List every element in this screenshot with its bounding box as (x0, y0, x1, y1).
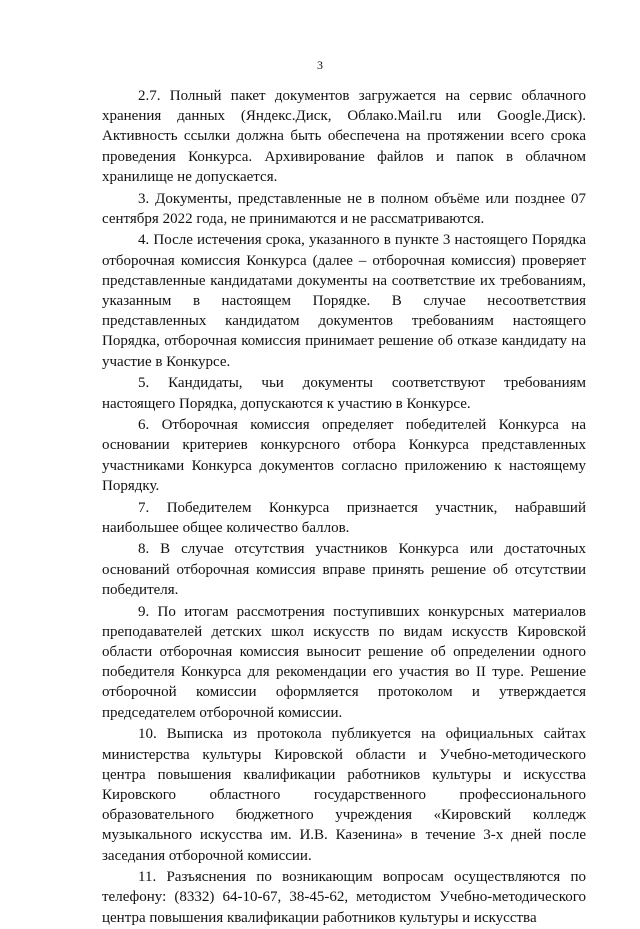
paragraph-7: 7. Победителем Конкурса признается участник, набравший наибольшее общее количество баллов. (102, 499, 586, 536)
paragraph-4: 4. После истечения срока, указанного в пункте 3 настоящего Порядка отборочная комиссия Конкурса (далее – отборочная комиссия) проверяет представленные кандидатами документы на соответствие их требованиям, указанным в настоящем Порядке. В случае несоответствия представленных кандидатом документов требованиям настоящего Порядка, отборочная комиссия принимает решение об отказе кандидату на участие в Конкурсе. (102, 232, 586, 370)
paragraph-3: 3. Документы, представленные не в полном объёме или позднее 07 сентября 2022 года, не принимаются и не рассматриваются. (102, 190, 586, 227)
paragraph-5: 5. Кандидаты, чьи документы соответствуют требованиям настоящего Порядка, допускаются к участию в Конкурсе. (102, 375, 586, 412)
page-number: 3 (317, 58, 323, 72)
paragraph-8: 8. В случае отсутствия участников Конкурса или достаточных оснований отборочная комиссия вправе принять решение об отсутствии победителя. (102, 541, 586, 598)
paragraph-9: 9. По итогам рассмотрения поступивших конкурсных материалов преподавателей детских школ искусств по видам искусств Кировской области отборочная комиссия выносит решение об определении одного победителя Конкурса для рекомендации его участия во II туре. Решение отборочной комиссии оформляется протоколом и утверждается председателем отборочной комиссии. (102, 603, 586, 721)
paragraph-10: 10. Выписка из протокола публикуется на официальных сайтах министерства культуры Кировской области и Учебно-методического центра повышения квалификации работников культуры и искусства Кировского областного государственного профессионального образовательного бюджетного учреждения «Кировский колледж музыкального искусства им. И.В. Казенина» в течение 3-х дней после заседания отборочной комиссии. (102, 726, 586, 864)
document-body (102, 86, 586, 929)
paragraph-2-7: 2.7. Полный пакет документов загружается на сервис облачного хранения данных (Яндекс.Диск, Облако.Mail.ru или Google.Диск). Активность ссылки должна быть обеспечена на протяжении всего срока проведения Конкурса. Архивирование файлов и папок в облачном хранилище не допускается. (102, 88, 586, 185)
paragraph-6: 6. Отборочная комиссия определяет победителей Конкурса на основании критериев конкурсного отбора Конкурса представленных участниками Конкурса документов согласно приложению к настоящему Порядку. (102, 417, 586, 494)
paragraph-11: 11. Разъяснения по возникающим вопросам осуществляются по телефону: (8332) 64-10-67, 38-45-62, методистом Учебно-методического центра повышения квалификации работников культуры и искусства (102, 869, 586, 926)
